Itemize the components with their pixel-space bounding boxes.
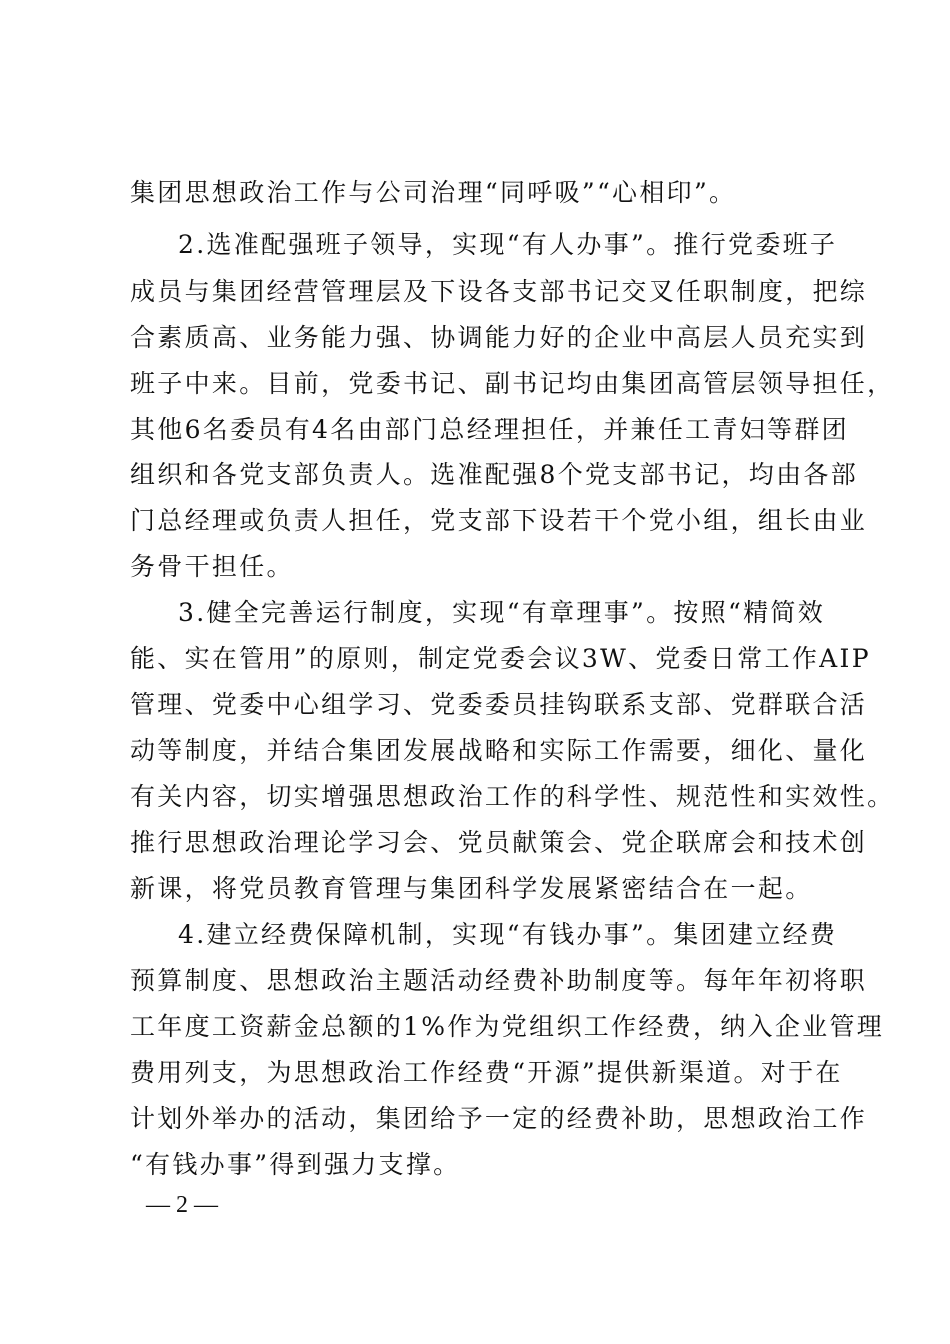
text-line: 计划外举办的活动，集团给予一定的经费补助，思想政治工作 <box>130 1104 868 1133</box>
text-line: 合素质高、业务能力强、协调能力好的企业中高层人员充实到 <box>130 323 868 352</box>
text-line: 管理、党委中心组学习、党委委员挂钩联系支部、党群联合活 <box>130 690 868 719</box>
text-line: 其他6名委员有4名由部门总经理担任，并兼任工青妇等群团 <box>130 415 849 444</box>
text-line: 预算制度、思想政治主题活动经费补助制度等。每年年初将职 <box>130 966 868 995</box>
section-heading-line: 4.建立经费保障机制，实现“有钱办事”。集团建立经费 <box>178 920 838 949</box>
text-line: 班子中来。目前，党委书记、副书记均由集团高管层领导担任， <box>130 369 895 398</box>
text-line: 有关内容，切实增强思想政治工作的科学性、规范性和实效性。 <box>130 782 895 811</box>
text-line: 能、实在管用”的原则，制定党委会议3W、党委日常工作AIP <box>130 644 871 673</box>
text-line: 动等制度，并结合集团发展战略和实际工作需要，细化、量化 <box>130 736 868 765</box>
text-line: 费用列支，为思想政治工作经费“开源”提供新渠道。对于在 <box>130 1058 843 1087</box>
text-line: 工年度工资薪金总额的1%作为党组织工作经费，纳入企业管理 <box>130 1012 885 1041</box>
text-line: 组织和各党支部负责人。选准配强8个党支部书记，均由各部 <box>130 460 859 489</box>
text-line: 集团思想政治工作与公司治理“同呼吸”“心相印”。 <box>130 178 737 207</box>
text-line: 新课，将党员教育管理与集团科学发展紧密结合在一起。 <box>130 874 813 903</box>
text-line: 成员与集团经营管理层及下设各支部书记交叉任职制度，把综 <box>130 277 868 306</box>
section-heading-line: 3.健全完善运行制度，实现“有章理事”。按照“精简效 <box>178 598 825 627</box>
page-number: — 2 — <box>146 1192 218 1218</box>
text-line: 门总经理或负责人担任，党支部下设若干个党小组，组长由业 <box>130 506 868 535</box>
text-line: 推行思想政治理论学习会、党员献策会、党企联席会和技术创 <box>130 828 868 857</box>
section-heading-line: 2.选准配强班子领导，实现“有人办事”。推行党委班子 <box>178 230 838 259</box>
text-line: 务骨干担任。 <box>130 552 294 581</box>
text-line: “有钱办事”得到强力支撑。 <box>130 1150 461 1179</box>
